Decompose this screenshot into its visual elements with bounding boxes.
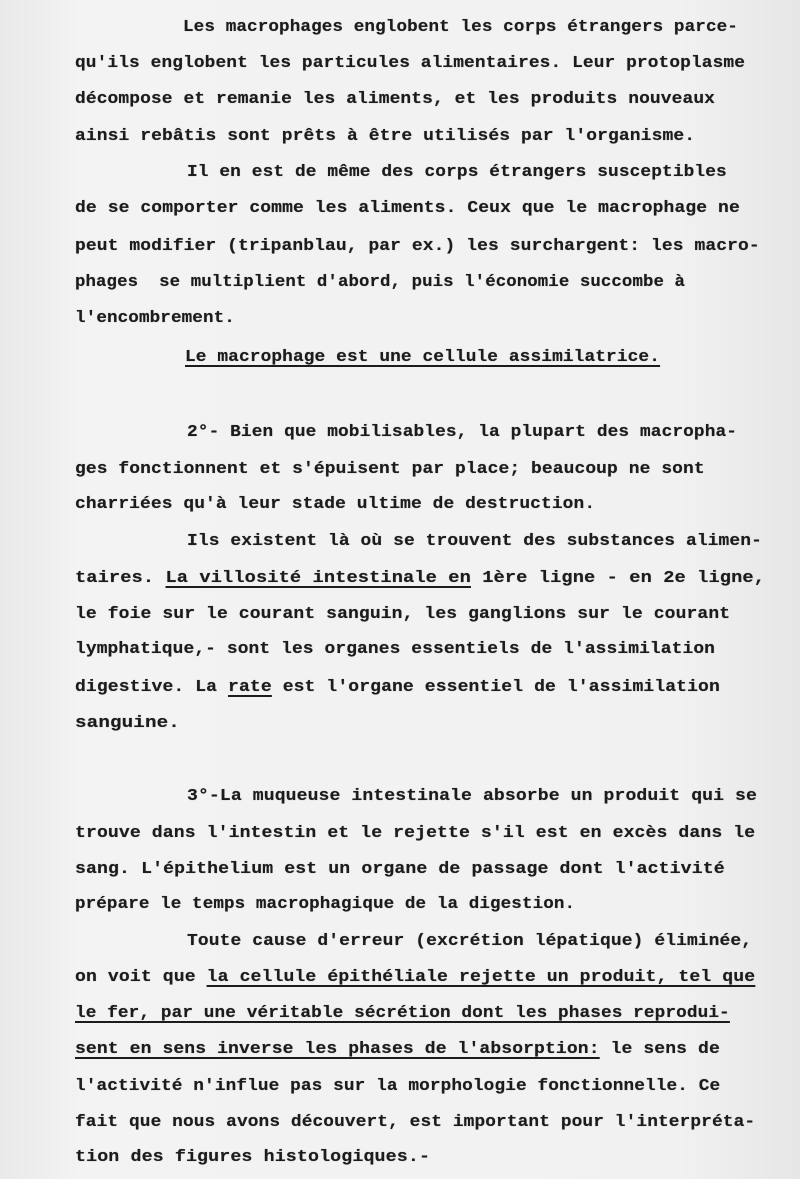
text-line: [75, 569, 765, 588]
text-segment: de se comporter comme les aliments. Ceux que le macrophage ne: [75, 199, 740, 218]
text-segment: l'encombrement.: [75, 309, 235, 328]
text-segment: lymphatique,- sont les organes essentiels de l'assimilation: [75, 640, 716, 659]
text-line: [187, 932, 752, 951]
text-segment: est l'organe essentiel de l'assimilation: [271, 678, 720, 697]
text-line: [75, 968, 755, 987]
text-segment: tion des figures histologiques.-: [75, 1148, 431, 1167]
text-segment: l'activité n'influe pas sur la morphologie fonctionnelle. Ce: [75, 1077, 721, 1096]
text-line: [75, 273, 685, 292]
text-line: [75, 1004, 730, 1023]
text-segment: Les macrophages englobent les corps étrangers parce-: [183, 18, 738, 37]
text-line: [75, 495, 595, 514]
text-line: [75, 127, 695, 146]
text-line: [75, 714, 180, 733]
text-segment: qu'ils englobent les particules alimentaires. Leur protoplasme: [75, 54, 745, 73]
text-line: [75, 1113, 755, 1132]
text-segment: prépare le temps macrophagique de la digestion.: [75, 895, 576, 914]
text-line: [75, 678, 720, 697]
text-segment: 3°-La muqueuse intestinale absorbe un produit qui se: [187, 787, 757, 806]
text-line: [75, 640, 715, 659]
text-segment: fait que nous avons découvert, est important pour l'interpréta-: [75, 1113, 756, 1132]
text-line: [75, 54, 745, 73]
text-line: [75, 1077, 720, 1096]
text-line: [75, 199, 740, 218]
text-line: [75, 895, 575, 914]
underlined-text: la cellule épithéliale rejette un produit, tel que: [206, 968, 756, 987]
text-segment: Il en est de même des corps étrangers susceptibles: [187, 163, 727, 182]
text-segment: taires.: [75, 569, 166, 588]
underlined-text: Le macrophage est une cellule assimilatrice.: [185, 348, 661, 367]
text-segment: le sens de: [599, 1040, 720, 1059]
text-line: [75, 460, 705, 479]
text-line: [187, 787, 757, 806]
text-segment: ainsi rebâtis sont prêts à être utilisés par l'organisme.: [75, 127, 696, 146]
text-line: [187, 423, 737, 442]
text-segment: 1ère ligne - en 2e ligne,: [470, 569, 766, 588]
text-line: [75, 605, 730, 624]
text-line: [75, 237, 760, 256]
text-line: [75, 309, 235, 328]
underlined-text: rate: [228, 678, 272, 697]
text-segment: sanguine.: [75, 714, 180, 733]
text-segment: charriées qu'à leur stade ultime de destruction.: [75, 495, 596, 514]
text-line: [187, 532, 762, 551]
text-line: [187, 163, 727, 182]
text-segment: digestive. La: [75, 678, 229, 697]
text-segment: 2°- Bien que mobilisables, la plupart des macropha-: [187, 423, 738, 442]
text-line: [183, 18, 738, 37]
underlined-text: La villosité intestinale en: [165, 569, 471, 588]
text-segment: ges fonctionnent et s'épuisent par place; beaucoup ne sont: [75, 460, 705, 479]
text-segment: Ils existent là où se trouvent des substances alimen-: [187, 532, 762, 551]
underlined-text: le fer, par une véritable sécrétion dont les phases reprodui-: [75, 1004, 730, 1023]
text-line: [75, 1040, 720, 1059]
text-line: [75, 824, 755, 843]
text-segment: peut modifier (tripanblau, par ex.) les surchargent: les macro-: [75, 237, 760, 256]
text-segment: trouve dans l'intestin et le rejette s'il est en excès dans le: [75, 824, 756, 843]
text-segment: phages se multiplient d'abord, puis l'économie succombe à: [75, 273, 686, 292]
text-segment: décompose et remanie les aliments, et les produits nouveaux: [75, 90, 716, 109]
text-segment: sang. L'épithelium est un organe de passage dont l'activité: [75, 860, 725, 879]
text-segment: Toute cause d'erreur (excrétion lépatique) éliminée,: [187, 932, 753, 951]
text-segment: le foie sur le courant sanguin, les ganglions sur le courant: [75, 605, 731, 624]
text-line: [75, 90, 715, 109]
text-line: [75, 860, 725, 879]
text-line: [75, 1148, 430, 1167]
text-line: [185, 348, 660, 367]
text-segment: on voit que: [75, 968, 207, 987]
underlined-text: sent en sens inverse les phases de l'absorption:: [75, 1040, 600, 1059]
